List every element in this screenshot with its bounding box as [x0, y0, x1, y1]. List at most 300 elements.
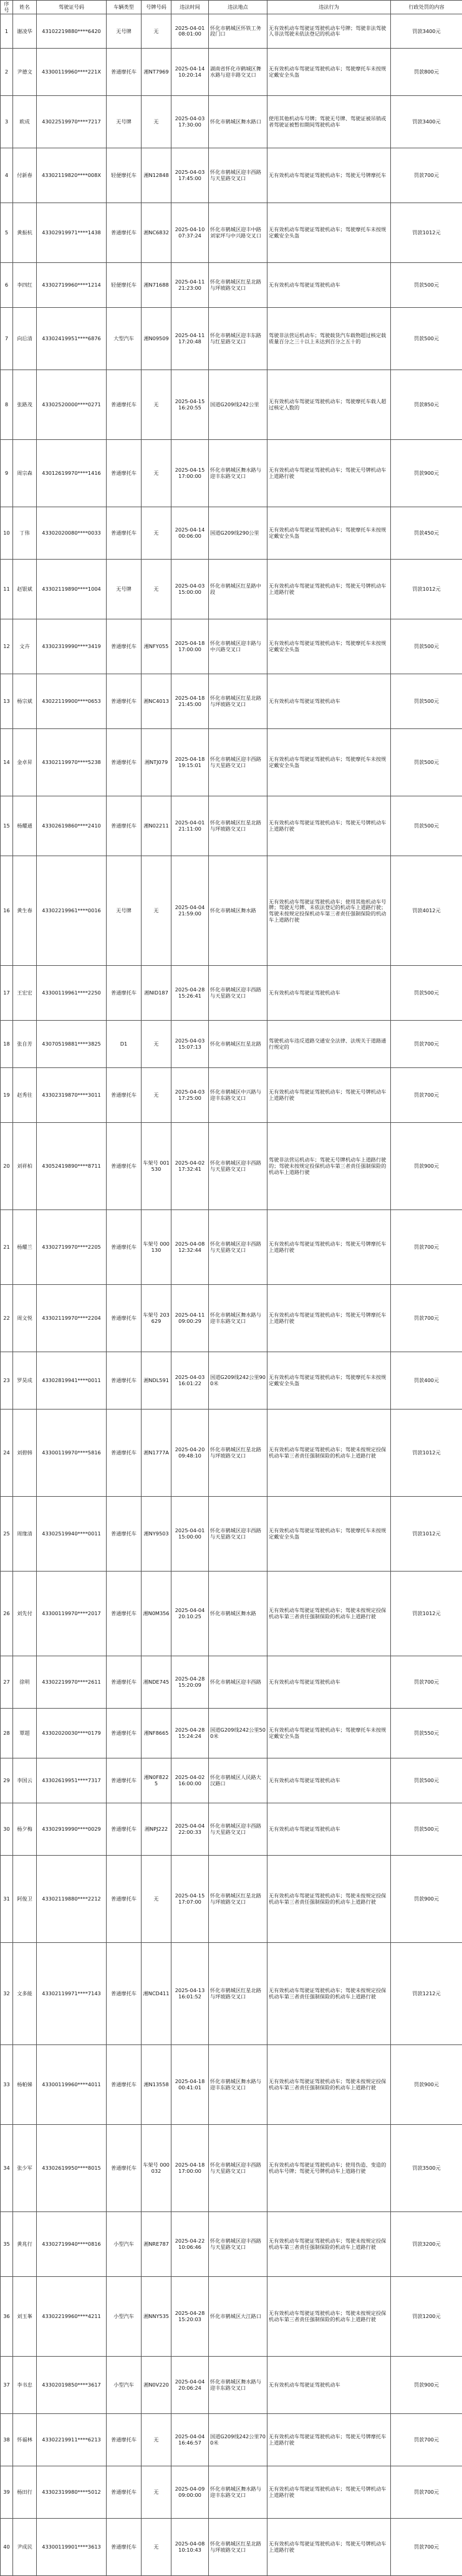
license-number-cell: 43302219970****2611	[37, 1656, 107, 1709]
driver-name-cell: 怀福林	[13, 2414, 37, 2466]
plate-number-cell: 湘NDL591	[142, 1352, 171, 1410]
license-number-cell: 43302319990****3419	[37, 619, 107, 674]
table-row	[1, 729, 462, 796]
row-index-cell: 29	[1, 1758, 13, 1803]
plate-number-cell: 无	[142, 507, 171, 560]
plate-number-cell: 湘N71688	[142, 263, 171, 308]
row-index-cell: 1	[1, 14, 13, 49]
license-number-cell: 43302819941****0011	[37, 1352, 107, 1410]
vehicle-type-cell: 普通摩托车	[107, 1285, 142, 1352]
row-index-cell: 20	[1, 1123, 13, 1210]
plate-number-cell: 湘NCD411	[142, 1943, 171, 2045]
driver-name-cell: 李书忠	[13, 2357, 37, 2414]
penalty-content-cell: 罚款500元	[391, 729, 462, 796]
violation-behavior-cell: 无有效机动车驾驶证驾驶机动车；驾驶无号牌机动车上道路行驶	[267, 2519, 391, 2576]
vehicle-type-cell: 普通摩托车	[107, 1210, 142, 1285]
violation-behavior-cell: 无有效机动车驾驶证驾驶机动车；驾驶无号牌摩托车上道路行驶	[267, 1210, 391, 1285]
violation-time-cell: 2025-04-20 09:48:10	[171, 1410, 209, 1497]
violation-behavior-cell: 无有效机动车驾驶证驾驶机动车；驾驶摩托车未按规定戴安全头盔	[267, 507, 391, 560]
violation-location-cell: 国道G209线242公里	[209, 370, 267, 440]
driver-name-cell: 赵银斌	[13, 560, 37, 619]
table-row	[1, 1856, 462, 1943]
plate-number-cell: 无	[142, 96, 171, 148]
vehicle-type-cell: 普通摩托车	[107, 966, 142, 1021]
penalty-content-cell: 罚款900元	[391, 2357, 462, 2414]
violation-time-cell: 2025-04-11 17:20:48	[171, 308, 209, 370]
table-row	[1, 308, 462, 370]
violation-location-cell: 怀化市鹤城区大江路口	[209, 2277, 267, 2357]
penalty-content-cell: 罚款450元	[391, 507, 462, 560]
penalty-content-cell: 罚款700元	[391, 1656, 462, 1709]
table-row	[1, 1709, 462, 1758]
plate-number-cell: 湘N12848	[142, 148, 171, 203]
violation-behavior-cell: 无有效机动车驾驶证驾驶机动车	[267, 966, 391, 1021]
table-row	[1, 1572, 462, 1656]
violation-time-cell: 2025-04-03 17:25:00	[171, 1068, 209, 1123]
vehicle-type-cell: 小型汽车	[107, 2212, 142, 2277]
table-row	[1, 966, 462, 1021]
violation-time-cell: 2025-04-10 07:37:24	[171, 203, 209, 263]
table-row	[1, 2519, 462, 2576]
driver-name-cell: 丁伟	[13, 507, 37, 560]
driver-name-cell: 阿俊卫	[13, 1856, 37, 1943]
violation-time-cell: 2025-04-02 16:00:00	[171, 1758, 209, 1803]
driver-name-cell: 周缘清	[13, 1497, 37, 1572]
row-index-cell: 3	[1, 96, 13, 148]
vehicle-type-cell: 无号牌	[107, 96, 142, 148]
license-number-cell: 43300119961****2250	[37, 966, 107, 1021]
row-index-cell: 5	[1, 203, 13, 263]
vehicle-type-cell: 普通摩托车	[107, 203, 142, 263]
violation-behavior-cell: 无有效机动车驾驶证驾驶机动车；驾驶摩托车未按规定戴安全头盔	[267, 1352, 391, 1410]
violation-time-cell: 2025-04-09 09:00:00	[171, 2466, 209, 2519]
plate-number-cell: 湘NC4013	[142, 674, 171, 729]
driver-name-cell: 刘祥柏	[13, 1123, 37, 1210]
violation-time-cell: 2025-04-28 15:20:03	[171, 2277, 209, 2357]
violation-location-cell: 怀化市鹤城区舞水路与迎丰东路交叉口	[209, 440, 267, 507]
driver-name-cell: 王宏宏	[13, 966, 37, 1021]
penalty-content-cell: 罚款800元	[391, 49, 462, 96]
vehicle-type-cell: 普通摩托车	[107, 619, 142, 674]
driver-name-cell: 文多能	[13, 1943, 37, 2045]
driver-name-cell: 赵秀往	[13, 1068, 37, 1123]
row-index-cell: 13	[1, 674, 13, 729]
vehicle-type-cell: 普通摩托车	[107, 1068, 142, 1123]
license-number-cell: 43302619951****7317	[37, 1758, 107, 1803]
penalty-content-cell: 罚款500元	[391, 796, 462, 856]
driver-name-cell: 张路茂	[13, 370, 37, 440]
license-number-cell: 43300119960****4011	[37, 2045, 107, 2125]
violation-location-cell: 怀化市鹤城区迎丰路与中兴路交叉口	[209, 619, 267, 674]
license-number-cell: 43302419951****6876	[37, 308, 107, 370]
vehicle-type-cell: 普通摩托车	[107, 729, 142, 796]
row-index-cell: 27	[1, 1656, 13, 1709]
violation-behavior-cell: 无有效机动车驾驶证驾驶机动车；驾驶无号牌机动车上道路行驶	[267, 560, 391, 619]
violation-time-cell: 2025-04-01 21:11:00	[171, 796, 209, 856]
violation-location-cell: 国道G209线290公里	[209, 507, 267, 560]
row-index-cell: 37	[1, 2357, 13, 2414]
plate-number-cell: 湘NDE745	[142, 1656, 171, 1709]
violation-time-cell: 2025-04-01 08:01:00	[171, 14, 209, 49]
violation-time-cell: 2025-04-04 20:10:25	[171, 1572, 209, 1656]
violation-behavior-cell: 无有效机动车驾驶证驾驶机动车；驾驶无号牌摩托车上道路行驶	[267, 1285, 391, 1352]
table-row	[1, 203, 462, 263]
plate-number-cell: 湘NID187	[142, 966, 171, 1021]
driver-name-cell: 李国云	[13, 1758, 37, 1803]
penalty-content-cell: 罚款1012元	[391, 1410, 462, 1497]
plate-number-cell: 无	[142, 440, 171, 507]
violation-location-cell: 怀化市鹤城区人民路大汉路口	[209, 1758, 267, 1803]
row-index-cell: 39	[1, 2466, 13, 2519]
table-row	[1, 856, 462, 966]
license-number-cell: 43302219960****4211	[37, 2277, 107, 2357]
penalty-content-cell: 罚款500元	[391, 1803, 462, 1856]
driver-name-cell: 刘先付	[13, 1572, 37, 1656]
vehicle-type-cell: 普通摩托车	[107, 1943, 142, 2045]
violation-behavior-cell: 无有效机动车驾驶证驾驶机动车；驾驶无号牌机动车上道路行驶	[267, 2466, 391, 2519]
violation-location-cell: 怀化市鹤城区迎丰西路与天星路交叉口	[209, 2212, 267, 2277]
driver-name-cell: 李四红	[13, 263, 37, 308]
license-number-cell: 43302119820****008X	[37, 148, 107, 203]
violation-behavior-cell: 无有效机动车驾驶证驾驶机动车；驾驶无号牌摩托车上道路行驶	[267, 2414, 391, 2466]
penalty-content-cell: 罚款700元	[391, 1068, 462, 1123]
violation-behavior-cell: 无有效机动车驾驶证驾驶机动车	[267, 674, 391, 729]
row-index-cell: 16	[1, 856, 13, 966]
row-index-cell: 2	[1, 49, 13, 96]
table-row	[1, 96, 462, 148]
vehicle-type-cell: 普通摩托车	[107, 2466, 142, 2519]
vehicle-type-cell: 普通摩托车	[107, 1572, 142, 1656]
penalty-content-cell: 罚款1012元	[391, 1572, 462, 1656]
driver-name-cell: 覃超	[13, 1709, 37, 1758]
violation-behavior-cell: 无有效机动车驾驶证驾驶机动车	[267, 1803, 391, 1856]
table-row	[1, 148, 462, 203]
row-index-cell: 11	[1, 560, 13, 619]
plate-number-cell: 湘NY9503	[142, 1497, 171, 1572]
violation-location-cell: 怀化市鹤城区红星北路与坪坡路交叉口	[209, 796, 267, 856]
violation-location-cell: 湖南省怀化市鹤城区舞水路与迎丰路交叉口	[209, 49, 267, 96]
driver-name-cell: 文卉	[13, 619, 37, 674]
penalty-content-cell: 罚款500元	[391, 308, 462, 370]
violation-time-cell: 2025-04-04 20:06:24	[171, 2357, 209, 2414]
plate-number-cell: 湘N02211	[142, 796, 171, 856]
vehicle-type-cell: 普通摩托车	[107, 1856, 142, 1943]
plate-number-cell: 湘N13558	[142, 2045, 171, 2125]
header-cell: 车辆类型	[107, 1, 142, 14]
violation-behavior-cell: 无有效机动车驾驶证驾驶机动车；驾驶摩托车未按规定戴安全头盔	[267, 1709, 391, 1758]
table-row	[1, 2045, 462, 2125]
penalty-content-cell: 罚款550元	[391, 1709, 462, 1758]
violation-location-cell: 怀化市鹤城区迎丰中路刘家坪与中兴路交叉口	[209, 203, 267, 263]
license-number-cell: 43302719960****1214	[37, 263, 107, 308]
violation-location-cell: 怀化市鹤城区迎丰东路与红星路交叉口	[209, 308, 267, 370]
violation-behavior-cell: 无有效机动车驾驶证驾驶机动车；驾驶未按规定投保机动车第三者责任强制保险的机动车上道路行驶	[267, 2045, 391, 2125]
violation-location-cell: 怀化市鹤城区舞水路与迎丰东路交叉口	[209, 2045, 267, 2125]
row-index-cell: 19	[1, 1068, 13, 1123]
plate-number-cell: 无	[142, 856, 171, 966]
violation-behavior-cell: 无有效机动车驾驶证驾驶机动车；使用伪造、变造的机动车号牌；驾驶无号牌机动车上道路行驶	[267, 2125, 391, 2212]
driver-name-cell: 黄振杭	[13, 203, 37, 263]
license-number-cell: 43302319980****5012	[37, 2466, 107, 2519]
penalty-content-cell: 罚款500元	[391, 966, 462, 1021]
violation-behavior-cell: 驾驶非法营运机动车；驾驶无号牌机动车上道路行驶的；驾驶未按规定投保机动车第三者责任强制保险的机动车上道路行驶	[267, 1123, 391, 1210]
violation-time-cell: 2025-04-03 15:00:00	[171, 560, 209, 619]
driver-name-cell: 尹德文	[13, 49, 37, 96]
violation-behavior-cell: 无有效机动车驾驶证驾驶机动车；驾驶未按规定投保机动车第三者责任强制保险的机动车上道路行驶	[267, 1856, 391, 1943]
row-index-cell: 15	[1, 796, 13, 856]
violation-time-cell: 2025-04-18 17:00:00	[171, 619, 209, 674]
violation-location-cell: 怀化市鹤城区迎丰西路	[209, 1656, 267, 1709]
violation-time-cell: 2025-04-04 22:00:33	[171, 1803, 209, 1856]
license-number-cell: 43052419890****8711	[37, 1123, 107, 1210]
driver-name-cell: 周宗森	[13, 440, 37, 507]
violation-location-cell: 怀化市鹤城区舞水路口	[209, 96, 267, 148]
violation-behavior-cell: 无有效机动车驾驶证驾驶机动车；驾驶未按规定投保机动车第三者责任强制保险的机动车上道路行驶	[267, 1572, 391, 1656]
violation-location-cell: 怀化市鹤城区舞水路	[209, 1572, 267, 1656]
violation-location-cell: 怀化市鹤城区迎丰西路与天星路交叉口	[209, 1123, 267, 1210]
violation-behavior-cell: 无有效机动车驾驶证驾驶机动车；驾驶摩托车载人超过核定人数的	[267, 370, 391, 440]
row-index-cell: 14	[1, 729, 13, 796]
license-number-cell: 43070519881****3825	[37, 1021, 107, 1068]
plate-number-cell: 无	[142, 1856, 171, 1943]
violation-behavior-cell: 无有效机动车驾驶证驾驶机动车；驾驶摩托车未按规定戴安全头盔	[267, 203, 391, 263]
row-index-cell: 21	[1, 1210, 13, 1285]
plate-number-cell: 车架号 000032	[142, 2125, 171, 2212]
plate-number-cell: 湘NF8665	[142, 1709, 171, 1758]
violation-location-cell: 国道G209线242公里500米	[209, 1709, 267, 1758]
driver-name-cell: 谢凌华	[13, 14, 37, 49]
license-number-cell: 43302919971****1438	[37, 203, 107, 263]
penalty-content-cell: 罚款1012元	[391, 1497, 462, 1572]
violation-time-cell: 2025-04-15 17:07:00	[171, 1856, 209, 1943]
penalty-content-cell: 罚款3400元	[391, 96, 462, 148]
license-number-cell: 43022519970****7217	[37, 96, 107, 148]
driver-name-cell: 向后清	[13, 308, 37, 370]
plate-number-cell: 无	[142, 1021, 171, 1068]
driver-name-cell: 刘玉峯	[13, 2277, 37, 2357]
row-index-cell: 30	[1, 1803, 13, 1856]
driver-name-cell: 徐明	[13, 1656, 37, 1709]
row-index-cell: 34	[1, 2125, 13, 2212]
vehicle-type-cell: 无号牌	[107, 14, 142, 49]
plate-number-cell: 无	[142, 370, 171, 440]
row-index-cell: 8	[1, 370, 13, 440]
vehicle-type-cell: 普通摩托车	[107, 49, 142, 96]
header-cell: 违法时间	[171, 1, 209, 14]
plate-number-cell: 湘NTJ079	[142, 729, 171, 796]
violation-behavior-cell: 无有效机动车驾驶证驾驶机动车号牌；驾驶非法驾驶人非法驾驶未依法登记的机动车	[267, 14, 391, 49]
driver-name-cell: 尹成民	[13, 2519, 37, 2576]
vehicle-type-cell: 普通摩托车	[107, 1656, 142, 1709]
vehicle-type-cell: 普通摩托车	[107, 2414, 142, 2466]
driver-name-cell: 杨夕梅	[13, 1803, 37, 1856]
plate-number-cell: 湘NPJ222	[142, 1803, 171, 1856]
driver-name-cell: 杨帕娣	[13, 2045, 37, 2125]
violation-behavior-cell: 无有效机动车驾驶证驾驶机动车；驾驶摩托车未按规定戴安全头盔	[267, 49, 391, 96]
row-index-cell: 32	[1, 1943, 13, 2045]
vehicle-type-cell: 普通摩托车	[107, 1497, 142, 1572]
vehicle-type-cell: 无号牌	[107, 856, 142, 966]
violation-behavior-cell: 无有效机动车驾驶证驾驶机动车；驾驶无号牌机动车上道路行驶	[267, 796, 391, 856]
table-row	[1, 1021, 462, 1068]
violation-time-cell: 2025-04-28 15:20:09	[171, 1656, 209, 1709]
vehicle-type-cell: 普通摩托车	[107, 2519, 142, 2576]
header-cell: 驾驶证号码	[37, 1, 107, 14]
violation-time-cell: 2025-04-28 15:24:24	[171, 1709, 209, 1758]
vehicle-type-cell: 无号牌	[107, 560, 142, 619]
header-cell: 序号	[1, 1, 13, 14]
row-index-cell: 38	[1, 2414, 13, 2466]
plate-number-cell: 湘N0V220	[142, 2357, 171, 2414]
penalty-content-cell: 罚款1200元	[391, 2277, 462, 2357]
driver-name-cell: 罗昊成	[13, 1352, 37, 1410]
violation-time-cell: 2025-04-04 21:59:00	[171, 856, 209, 966]
violation-behavior-cell: 无有效机动车驾驶证驾驶机动车；驾驶摩托车未按规定戴安全头盔	[267, 1497, 391, 1572]
table-row	[1, 263, 462, 308]
violation-time-cell: 2025-04-22 10:06:46	[171, 2212, 209, 2277]
license-number-cell: 43302619950****8015	[37, 2125, 107, 2212]
violation-location-cell: 怀化市鹤城区舞水路	[209, 856, 267, 966]
license-number-cell: 43302119890****1004	[37, 560, 107, 619]
vehicle-type-cell: 小型汽车	[107, 2357, 142, 2414]
row-index-cell: 28	[1, 1709, 13, 1758]
table-row	[1, 370, 462, 440]
vehicle-type-cell: 普通摩托车	[107, 796, 142, 856]
plate-number-cell: 湘NT7969	[142, 49, 171, 96]
penalty-content-cell: 罚款1212元	[391, 1943, 462, 2045]
plate-number-cell: 湘NNY535	[142, 2277, 171, 2357]
table-row	[1, 1497, 462, 1572]
violation-behavior-cell: 无有效机动车驾驶证驾驶机动车	[267, 1656, 391, 1709]
violation-location-cell: 怀化市鹤城区中兴路与迎丰东路交叉口	[209, 1068, 267, 1123]
violation-time-cell: 2025-04-11 21:23:00	[171, 263, 209, 308]
penalty-content-cell: 罚款700元	[391, 2414, 462, 2466]
table-body	[1, 14, 462, 2576]
vehicle-type-cell: D1	[107, 1021, 142, 1068]
license-number-cell: 43302019850****3617	[37, 2357, 107, 2414]
license-number-cell: 43302520000****0271	[37, 370, 107, 440]
violation-time-cell: 2025-04-14 00:06:00	[171, 507, 209, 560]
violation-location-cell: 怀化市鹤城区红星北路与坪坡路交叉口	[209, 1943, 267, 2045]
plate-number-cell: 湘NC6832	[142, 203, 171, 263]
header-row	[1, 1, 462, 14]
penalty-content-cell: 罚款850元	[391, 370, 462, 440]
driver-name-cell: 刘碧韩	[13, 1410, 37, 1497]
license-number-cell: 43302519940****0011	[37, 1497, 107, 1572]
penalty-content-cell: 罚款4012元	[391, 856, 462, 966]
table-row	[1, 1803, 462, 1856]
plate-number-cell: 无	[142, 2519, 171, 2576]
violation-time-cell: 2025-04-03 17:30:00	[171, 96, 209, 148]
penalty-content-cell: 罚款700元	[391, 1210, 462, 1285]
table-row	[1, 2414, 462, 2466]
penalty-content-cell: 罚款900元	[391, 1123, 462, 1210]
vehicle-type-cell: 普通摩托车	[107, 1803, 142, 1856]
license-number-cell: 43022119900****0653	[37, 674, 107, 729]
violation-behavior-cell: 无有效机动车驾驶证驾驶机动车；驾驶无号牌机动车上道路行驶	[267, 1068, 391, 1123]
violation-time-cell: 2025-04-01 15:00:00	[171, 1497, 209, 1572]
plate-number-cell: 湘NFY055	[142, 619, 171, 674]
penalty-content-cell: 罚款700元	[391, 2519, 462, 2576]
violation-location-cell: 怀化市鹤城区舞水路与迎丰东路交叉口	[209, 2466, 267, 2519]
header-cell: 姓名	[13, 1, 37, 14]
plate-number-cell: 车架号 001530	[142, 1123, 171, 1210]
vehicle-type-cell: 普通摩托车	[107, 1709, 142, 1758]
license-number-cell: 43302319870****3011	[37, 1068, 107, 1123]
violation-location-cell: 怀化市鹤城区迎丰西路与天星路交叉口	[209, 1497, 267, 1572]
penalty-content-cell: 罚款500元	[391, 1758, 462, 1803]
table-row	[1, 1352, 462, 1410]
violation-location-cell: 怀化市鹤城区迎丰西路与天星路交叉口	[209, 2125, 267, 2212]
table-row	[1, 674, 462, 729]
table-row	[1, 1656, 462, 1709]
row-index-cell: 33	[1, 2045, 13, 2125]
row-index-cell: 23	[1, 1352, 13, 1410]
row-index-cell: 31	[1, 1856, 13, 1943]
violation-time-cell: 2025-04-15 17:00:00	[171, 440, 209, 507]
penalty-content-cell: 罚款3500元	[391, 2125, 462, 2212]
table-row	[1, 1123, 462, 1210]
plate-number-cell: 湘N09509	[142, 308, 171, 370]
vehicle-type-cell: 普通摩托车	[107, 507, 142, 560]
penalty-content-cell: 罚款3200元	[391, 2212, 462, 2277]
violation-time-cell: 2025-04-18 00:41:01	[171, 2045, 209, 2125]
penalty-content-cell: 罚款500元	[391, 674, 462, 729]
violation-location-cell: 怀化市鹤城区迎丰西路与天星路交叉口	[209, 1803, 267, 1856]
penalty-content-cell: 罚款700元	[391, 1285, 462, 1352]
violation-behavior-cell: 无有效机动车驾驶证驾驶机动车；驾驶无号牌机动车上道路行驶	[267, 440, 391, 507]
driver-name-cell: 杨宗斌	[13, 674, 37, 729]
driver-name-cell: 杨耀通	[13, 796, 37, 856]
plate-number-cell: 车架号 203629	[142, 1285, 171, 1352]
vehicle-type-cell: 小型汽车	[107, 2277, 142, 2357]
violation-time-cell: 2025-04-28 15:26:41	[171, 966, 209, 1021]
violation-behavior-cell: 驾驶机动车违反道路交通安全法律、法规关于道路通行规定的	[267, 1021, 391, 1068]
license-number-cell: 43302020080****0033	[37, 507, 107, 560]
table-row	[1, 2357, 462, 2414]
violation-time-cell: 2025-04-11 09:00:29	[171, 1285, 209, 1352]
vehicle-type-cell: 普通摩托车	[107, 440, 142, 507]
penalty-content-cell: 罚款700元	[391, 1021, 462, 1068]
header-cell: 号牌号码	[142, 1, 171, 14]
row-index-cell: 40	[1, 2519, 13, 2576]
driver-name-cell: 金卓昇	[13, 729, 37, 796]
row-index-cell: 25	[1, 1497, 13, 1572]
penalty-content-cell: 罚款900元	[391, 440, 462, 507]
row-index-cell: 10	[1, 507, 13, 560]
plate-number-cell: 无	[142, 14, 171, 49]
driver-name-cell: 黄兆行	[13, 2212, 37, 2277]
violation-behavior-cell: 无有效机动车驾驶证驾驶机动车；驾驶未按规定投保机动车第三者责任强制保险的机动车上道路行驶	[267, 2212, 391, 2277]
row-index-cell: 9	[1, 440, 13, 507]
violation-location-cell: 怀化市鹤城区红星北路与坪坡路交叉口	[209, 2519, 267, 2576]
vehicle-type-cell: 普通摩托车	[107, 1410, 142, 1497]
table-row	[1, 1068, 462, 1123]
driver-name-cell: 付新春	[13, 148, 37, 203]
violation-location-cell: 怀化市鹤城区迎丰西路与天星路交叉口	[209, 1210, 267, 1285]
row-index-cell: 17	[1, 966, 13, 1021]
table-row	[1, 796, 462, 856]
violation-location-cell: 怀化市鹤城区红星北路与坪坡路交叉口	[209, 1410, 267, 1497]
violation-behavior-cell: 无有效机动车驾驶证驾驶机动车；驾驶无号牌摩托车	[267, 148, 391, 203]
license-number-cell: 43302719970****2205	[37, 1210, 107, 1285]
license-number-cell: 43302119880****2212	[37, 1856, 107, 1943]
table-row	[1, 1210, 462, 1285]
license-number-cell: 43302219961****0016	[37, 856, 107, 966]
vehicle-type-cell: 普通摩托车	[107, 1352, 142, 1410]
table-row	[1, 440, 462, 507]
driver-name-cell: 欧成	[13, 96, 37, 148]
